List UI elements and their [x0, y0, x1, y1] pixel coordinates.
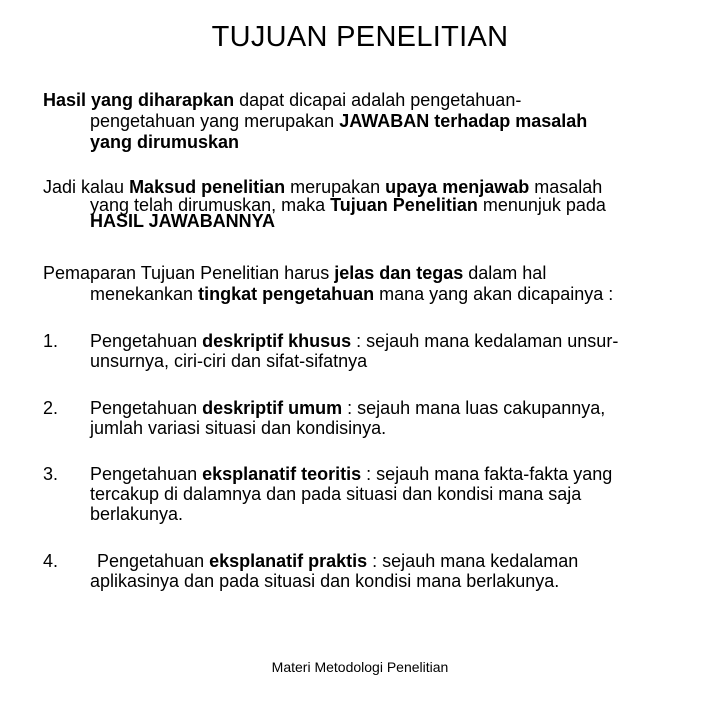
emphasis: yang dirumuskan — [90, 132, 240, 152]
emphasis: deskriptif umum — [202, 398, 343, 418]
text: Pengetahuan — [90, 331, 203, 351]
paragraph-jadi — [43, 177, 688, 232]
list-number: 2. — [43, 398, 59, 418]
text: : sejauh mana fakta-fakta yang — [361, 464, 613, 484]
page-title: TUJUAN PENELITIAN — [211, 21, 509, 53]
list-item — [43, 551, 693, 591]
text: dalam hal — [463, 263, 547, 283]
text: jumlah variasi situasi dan kondisinya. — [90, 418, 387, 438]
text: menunjuk pada — [477, 195, 606, 215]
text: menekankan — [90, 284, 199, 304]
text: mana yang akan dicapainya : — [374, 284, 614, 304]
emphasis: JAWABAN terhadap masalah — [339, 111, 588, 131]
paragraph-pemaparan — [43, 263, 688, 305]
paragraph-line — [43, 132, 688, 153]
list-line — [90, 351, 693, 371]
emphasis: HASIL JAWABANNYA — [90, 211, 276, 231]
emphasis: eksplanatif teoritis — [202, 464, 362, 484]
list-number: 4. — [43, 551, 59, 571]
paragraph-line — [43, 90, 688, 111]
text: Pengetahuan — [97, 551, 210, 571]
footer-text: Materi Metodologi Penelitian — [271, 659, 449, 675]
text: merupakan — [285, 177, 386, 197]
list-line — [90, 418, 693, 438]
text: masalah — [529, 177, 603, 197]
list-line — [90, 484, 693, 504]
text: tercakup di dalamnya dan pada situasi dan kondisi mana saja — [90, 484, 582, 504]
text: aplikasinya dan pada situasi dan kondisi mana berlakunya. — [90, 571, 560, 591]
paragraph-line — [43, 284, 688, 305]
text: Pemaparan Tujuan Penelitian harus — [43, 263, 335, 283]
emphasis: Hasil yang diharapkan — [43, 90, 235, 110]
text: Pengetahuan — [90, 464, 203, 484]
paragraph-line — [43, 111, 688, 132]
text: pengetahuan yang merupakan — [90, 111, 340, 131]
paragraph-hasil — [43, 90, 688, 153]
text: berlakunya. — [90, 504, 184, 524]
list-number: 3. — [43, 464, 59, 484]
list-line — [90, 571, 693, 591]
list-line — [90, 464, 693, 484]
list-line — [90, 331, 693, 351]
list-item — [43, 331, 693, 371]
text: : sejauh mana luas cakupannya, — [342, 398, 606, 418]
text: dapat dicapai adalah pengetahuan- — [234, 90, 522, 110]
emphasis: Tujuan Penelitian — [330, 195, 478, 215]
emphasis: jelas dan tegas — [334, 263, 464, 283]
list-item — [43, 398, 693, 438]
list-line — [90, 504, 693, 524]
text: : sejauh mana kedalaman — [367, 551, 579, 571]
emphasis: deskriptif khusus — [202, 331, 352, 351]
list-item — [43, 464, 693, 524]
text: : sejauh mana kedalaman unsur- — [351, 331, 619, 351]
list-number: 1. — [43, 331, 59, 351]
list-line — [90, 398, 693, 418]
text: Jadi kalau — [43, 177, 130, 197]
text: Pengetahuan — [90, 398, 203, 418]
paragraph-line — [43, 263, 688, 284]
emphasis: Maksud penelitian — [129, 177, 286, 197]
list-line — [97, 551, 693, 571]
emphasis: eksplanatif praktis — [209, 551, 368, 571]
emphasis: tingkat pengetahuan — [198, 284, 375, 304]
text: unsurnya, ciri-ciri dan sifat-sifatnya — [90, 351, 368, 371]
text: yang telah dirumuskan, maka — [90, 195, 331, 215]
emphasis: upaya menjawab — [385, 177, 530, 197]
